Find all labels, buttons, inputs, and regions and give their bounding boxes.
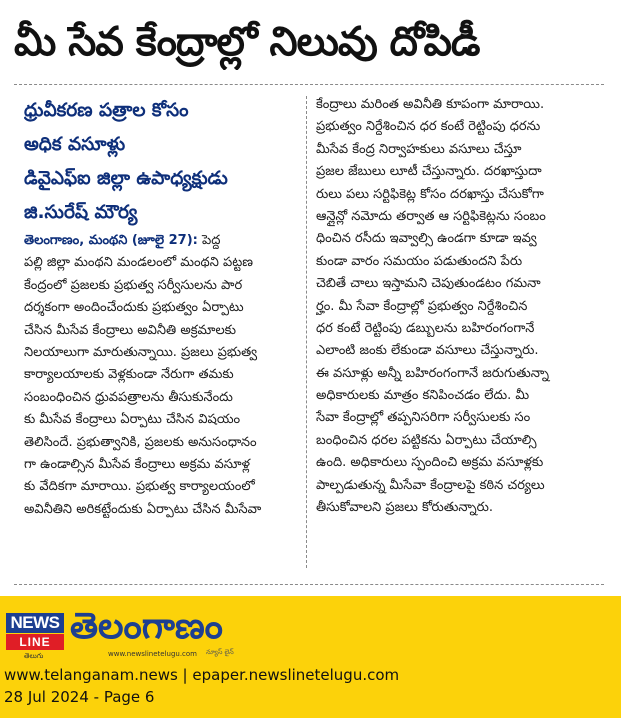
body-line: ధర కంటే రెట్టింపు డబ్బులను బహిరంగంగానే bbox=[316, 320, 535, 336]
newsline-logo[interactable] bbox=[6, 613, 64, 651]
divider-top bbox=[14, 84, 604, 85]
newsline-logo-line: LINE bbox=[6, 634, 64, 650]
body-line: కు వేదికగా మారాయి. ప్రభుత్వ కార్యాలయంలో bbox=[24, 479, 255, 495]
body-line: కేంద్రాలు మరింత అవినీతి కూపంగా మారాయి. bbox=[316, 97, 545, 112]
subheading: డివైఎఫ్ఐ జిల్లా ఉపాధ్యక్షుడు bbox=[24, 168, 228, 189]
body-line: చెబితే చాలు ఇస్తామని చెపుతుండటం గమనా bbox=[316, 276, 541, 292]
body-line: కేంద్రంలో ప్రజలకు ప్రభుత్వ సర్వీసులను పార bbox=[24, 277, 243, 293]
body-line: కు మీసేవ కేంద్రాలు ఏర్పాటు చేసిన విషయం bbox=[24, 412, 241, 428]
right-column bbox=[316, 94, 596, 519]
body-line: పాల్పడుతున్న మీసేవా కేంద్రాలపై కఠిన చర్యలు bbox=[316, 477, 545, 493]
body-line: దర్శకంగా అందించేందుకు ప్రభుత్వం ఏర్పాటు bbox=[24, 300, 244, 316]
left-column bbox=[24, 94, 300, 521]
newsline-logo-caption: తెలుగు bbox=[24, 652, 44, 660]
body-line: ధించిన రసీదు ఇవ్వాల్సి ఉండగా కూడా ఇవ్వ bbox=[316, 231, 537, 247]
telanganam-logo[interactable]: తెలంగాణం bbox=[70, 606, 223, 647]
footer-date-page: 28 Jul 2024 - Page 6 bbox=[4, 688, 155, 706]
body-line: గా ఉండాల్సిన మీసేవ కేంద్రాలు అక్రమ వసూళ్ల bbox=[24, 456, 251, 472]
body-line: కుండా వారం సమయం పడుతుందని పేరు bbox=[316, 253, 523, 269]
headline: మీ సేవ కేంద్రాల్లో నిలువు దోపిడీ bbox=[14, 19, 480, 65]
body-line: తీసుకోవాలని ప్రజలు కోరుతున్నారు. bbox=[316, 500, 493, 516]
body-line: ఈ వసూళ్లు అన్నీ బహిరంగంగానే జరుగుతున్నా bbox=[316, 365, 549, 381]
body-line: ప్రభుత్వం నిర్దేశించిన ధర కంటే రెట్టింపు ధరను bbox=[316, 119, 541, 135]
body-line: కార్యాలయాలకు వెళ్లకుండా నేరుగా తమకు bbox=[24, 367, 234, 383]
body-line: సేవా కేంద్రాల్లో తప్పనిసరిగా సర్వీసులకు సం bbox=[316, 410, 531, 426]
body-line: అధికారులకు మాత్రం కనిపించడం లేదు. మీ bbox=[316, 388, 530, 404]
body-line: అవినీతిని అరికట్టేందుకు ఏర్పాటు చేసిన మీసేవా bbox=[24, 501, 262, 517]
body-line: ప్రజల జేబులు లూటీ చేస్తున్నారు. దరఖాస్తుదా bbox=[316, 164, 542, 180]
subheading: అధిక వసూళ్లు bbox=[24, 134, 126, 155]
body-line: చేసిన మీసేవ కేంద్రాలు అవినీతి అక్రమాలకు bbox=[24, 322, 236, 338]
newsline-logo-news: NEWS bbox=[6, 613, 64, 633]
body-line: రులు పలు సర్టిఫికెట్ల కోసం దరఖాస్తు చేసుకోగా bbox=[316, 186, 544, 202]
body-line: ర్హం. మీ సేవా కేంద్రాల్లో ప్రభుత్వం నిర్దేశించిన bbox=[316, 298, 528, 314]
body-line: మీసేవ కేంద్ర నిర్వాహకులు వసూలు చేస్తూ bbox=[316, 141, 522, 157]
column-divider bbox=[306, 96, 307, 568]
brand-website: www.newslinetelugu.com bbox=[108, 650, 197, 658]
body-line: ఉంది. అధికారులు స్పందించి అక్రమ వసూళ్లకు bbox=[316, 455, 544, 471]
divider-bottom bbox=[14, 584, 604, 585]
body-line: బంధించిన ధరల పట్టికను ఏర్పాటు చేయాల్సి bbox=[316, 432, 537, 448]
footer-links[interactable]: www.telanganam.news | epaper.newslinetelugu.com bbox=[4, 666, 400, 684]
body-line: తెలిసిందే. ప్రభుత్వానికి, ప్రజలకు అనుసంధానం bbox=[24, 434, 257, 450]
brand-tagline: న్యూస్ లైన్ bbox=[206, 648, 234, 656]
subheading: ధ్రువీకరణ పత్రాల కోసం bbox=[24, 100, 189, 121]
body-line: సంబంధించిన ధ్రువపత్రాలను తీసుకునేందు bbox=[24, 389, 233, 405]
body-line: ఎలాంటి జంకు లేకుండా వసూలు చేస్తున్నారు. bbox=[316, 343, 539, 359]
body-line: పల్లి జిల్లా మంథని మండలంలో మంథని పట్టణ bbox=[24, 255, 254, 271]
body-line: నిలయాలుగా మారుతున్నాయి. ప్రజలు ప్రభుత్వ bbox=[24, 344, 258, 360]
dateline-row bbox=[24, 230, 300, 252]
dateline: తెలంగాణం, మంథని (జూలై 27): bbox=[24, 233, 198, 248]
body-line: ఆన్లైన్లో నమోదు తర్వాత ఆ సర్టిఫికెట్లను సంబం bbox=[316, 208, 546, 224]
body-line: పెద్ద bbox=[202, 233, 221, 248]
subheading: జి.సురేష్ మౌర్య bbox=[24, 202, 138, 223]
footer-banner bbox=[0, 596, 621, 718]
